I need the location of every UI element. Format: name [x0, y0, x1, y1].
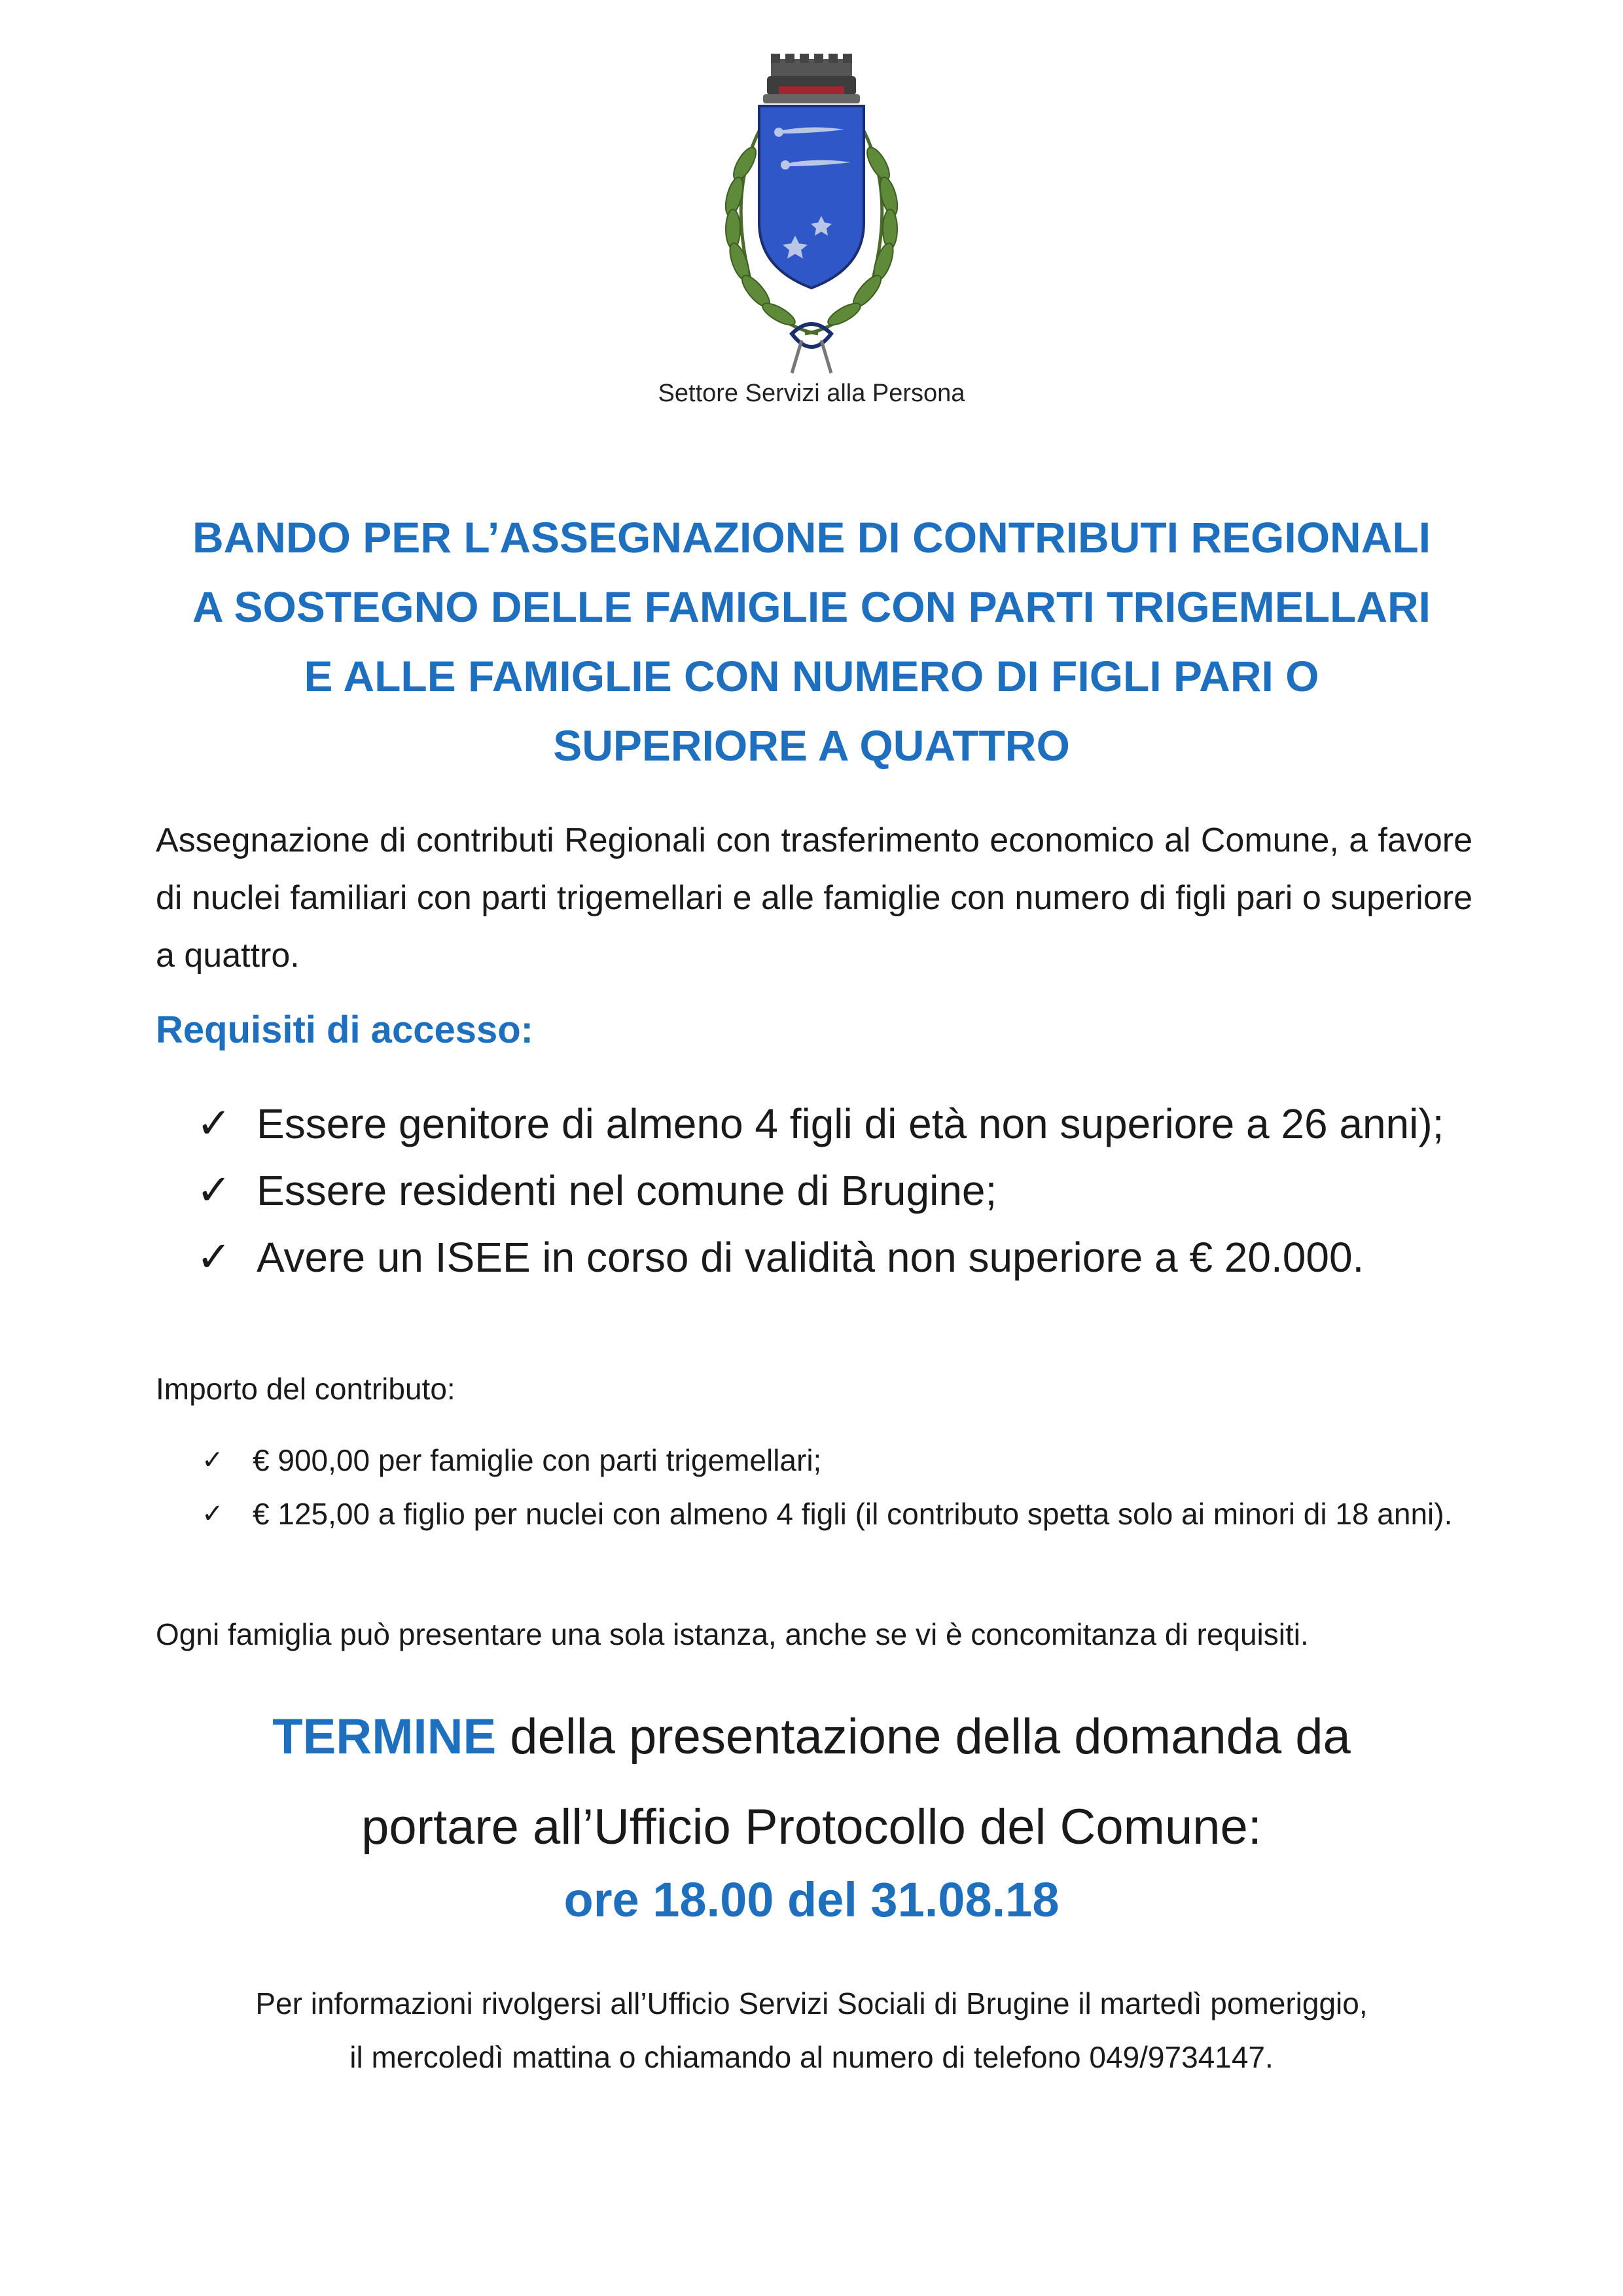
contact-line-1: Per informazioni rivolgersi all’Ufficio Servizi Sociali di Brugine il martedì pomeriggio, [255, 1986, 1368, 2020]
contact-info [98, 1977, 1525, 2084]
checkmark-icon: ✓ [196, 1233, 232, 1282]
amount-text: € 125,00 a figlio per nuclei con almeno 4 figli (il contributo spetta solo ai minori di 18 anni). [253, 1497, 1453, 1531]
checkmark-icon: ✓ [202, 1445, 224, 1475]
requirement-text: Essere genitore di almeno 4 figli di età non superiore a 26 anni); [257, 1100, 1444, 1147]
amount-heading: Importo del contributo: [156, 1372, 455, 1406]
list-item [202, 1487, 1472, 1541]
checkmark-icon: ✓ [196, 1100, 232, 1148]
title-line: BANDO PER L’ASSEGNAZIONE DI CONTRIBUTI REGIONALI [192, 513, 1431, 562]
single-application-note: Ogni famiglia può presentare una sola istanza, anche se vi è concomitanza di requisiti. [156, 1617, 1309, 1651]
amount-list [202, 1433, 1472, 1541]
requirements-list [196, 1093, 1472, 1293]
list-item [196, 1093, 1472, 1155]
deadline-block [131, 1692, 1492, 1873]
coat-of-arms-icon [687, 52, 936, 380]
deadline-line-2: portare all’Ufficio Protocollo del Comune: [361, 1799, 1262, 1855]
requirements-heading: Requisiti di accesso: [156, 1009, 533, 1051]
title-line: SUPERIORE A QUATTRO [553, 721, 1070, 770]
requirement-text: Essere residenti nel comune di Brugine; [257, 1167, 997, 1214]
list-item [202, 1433, 1472, 1487]
checkmark-icon: ✓ [196, 1166, 232, 1215]
sector-label: Settore Servizi alla Persona [658, 380, 965, 407]
contact-line-2: il mercoledì mattina o chiamando al numero di telefono 049/9734147. [349, 2040, 1274, 2074]
list-item [196, 1227, 1472, 1288]
list-item [196, 1160, 1472, 1221]
deadline-keyword: TERMINE [272, 1709, 497, 1765]
crown-icon [763, 54, 860, 103]
notice-title [131, 503, 1492, 780]
deadline-date: ore 18.00 del 31.08.18 [563, 1873, 1060, 1927]
intro-paragraph: Assegnazione di contributi Regionali con trasferimento economico al Comune, a favore di nuclei familiari con parti trigemellari e alle famiglie con numero di figli pari o superiore a quattro. [156, 821, 1472, 975]
deadline-line-1-text: della presentazione della domanda da [496, 1709, 1351, 1765]
title-line: A SOSTEGNO DELLE FAMIGLIE CON PARTI TRIGEMELLARI [192, 583, 1431, 631]
title-line: E ALLE FAMIGLIE CON NUMERO DI FIGLI PARI O [304, 652, 1319, 700]
checkmark-icon: ✓ [202, 1499, 224, 1529]
requirement-text: Avere un ISEE in corso di validità non superiore a € 20.000. [257, 1234, 1364, 1281]
amount-text: € 900,00 per famiglie con parti trigemellari; [253, 1443, 822, 1477]
deadline-line-1 [131, 1692, 1492, 1782]
